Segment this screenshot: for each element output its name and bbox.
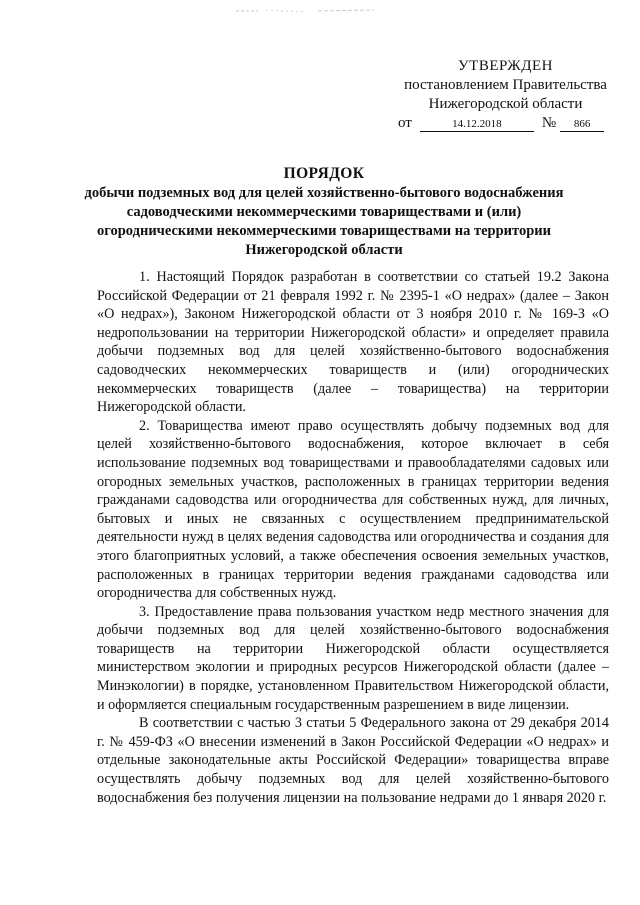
scan-artifact xyxy=(236,8,376,14)
document-title-line: огородническими некоммерческими товариществами на территории xyxy=(97,223,551,239)
document-title-line: добычи подземных вод для целей хозяйственно-бытового водоснабжения xyxy=(84,185,564,201)
approval-date-number-row xyxy=(398,114,613,133)
approval-stamp-block xyxy=(398,57,613,133)
document-title-line: садоводческими некоммерческими товариществами и (или) xyxy=(126,204,522,220)
approval-from-label: от xyxy=(398,115,412,131)
document-title-line: Нижегородской области xyxy=(245,242,403,258)
paragraph-3: 3. Предоставление права пользования участком недр местного значения для добычи подземных вод для целей хозяйственно-бытового водоснабжения товариществ на территории Нижегородской области осуществляется министерством экологии и природных ресурсов Нижегородской области (далее – Минэкологии) в порядке, установленном Правительством Нижегородской области, и оформляется специальным государственным разрешением в виде лицензии. xyxy=(97,603,609,713)
document-body xyxy=(97,268,609,807)
document-title-main: ПОРЯДОК xyxy=(283,165,365,182)
document-title xyxy=(84,164,564,260)
approval-number: 866 xyxy=(560,117,604,132)
approval-line-2: Нижегородской области xyxy=(428,96,583,112)
approval-line-1: постановлением Правительства xyxy=(404,77,607,93)
approval-date: 14.12.2018 xyxy=(420,117,534,132)
approval-number-label: № xyxy=(541,115,557,131)
paragraph-2: 2. Товарищества имеют право осуществлять добычу подземных вод для целей хозяйственно-бытового водоснабжения, которое включает в себя использование подземных вод товариществами и правообладателями садовых или огородных земельных участков, расположенных в границах территории ведения гражданами садоводства или огородничества для собственных нужд, для личных, бытовых и иных не связанных с осуществлением предпринимательской деятельности нужд в целях ведения садоводства или огородничества и создания для этого благоприятных условий, а также обеспечения освоения земельных участков, расположенных в границах территории ведения гражданами садоводства или огородничества для собственных нужд. xyxy=(97,417,609,602)
paragraph-1: 1. Настоящий Порядок разработан в соответствии со статьей 19.2 Закона Российской Федерации от 21 февраля 1992 г. № 2395-1 «О недрах» (далее – Закон «О недрах»), Законом Нижегородской области от 3 ноября 2010 г. № 169-З «О недропользовании на территории Нижегородской области» и определяет правила добычи подземных вод для целей хозяйственно-бытового водоснабжения садоводческих некоммерческих товариществ и (или) огороднических некоммерческих товариществ (далее – товарищества) на территории Нижегородской области. xyxy=(97,269,609,416)
approval-title: УТВЕРЖДЕН xyxy=(458,58,553,74)
paragraph-4: В соответствии с частью 3 статьи 5 Федерального закона от 29 декабря 2014 г. № 459-ФЗ «О внесении изменений в Закон Российской Федерации «О недрах» и отдельные законодательные акты Российской Федерации» товарищества вправе осуществлять добычу подземных вод для целей хозяйственно-бытового водоснабжения без получения лицензии на пользование недрами до 1 января 2020 г. xyxy=(97,715,609,806)
